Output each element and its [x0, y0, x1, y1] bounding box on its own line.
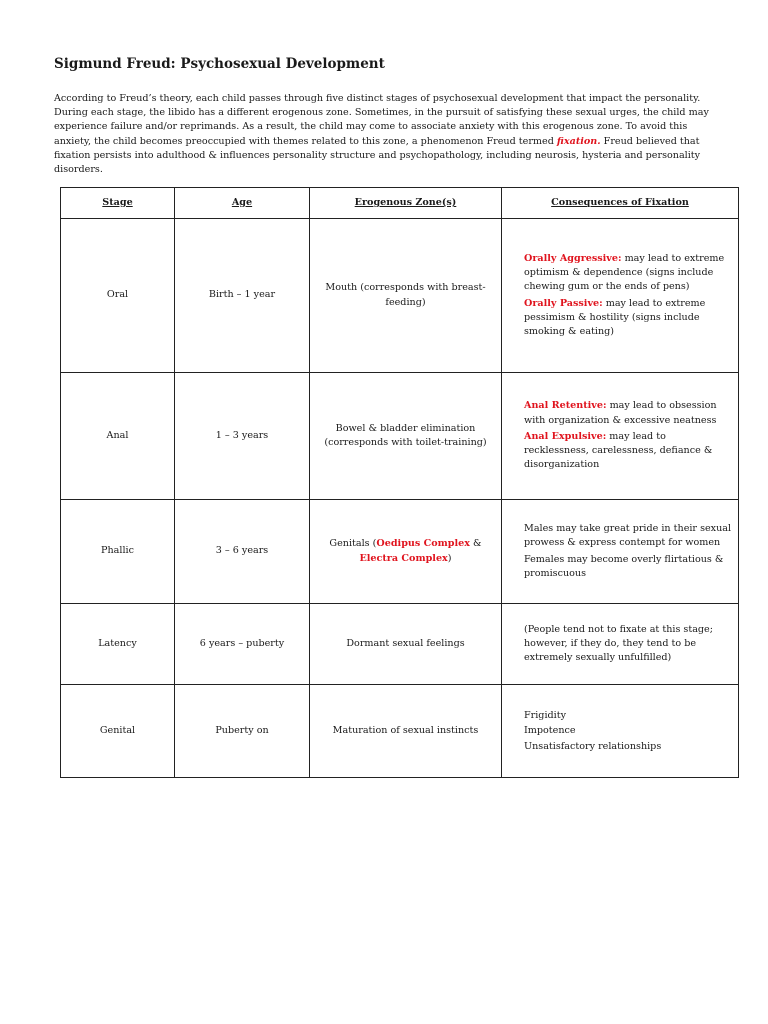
header-age: Age: [175, 188, 310, 219]
consequences-cell: [502, 373, 739, 500]
age-cell: 6 years – puberty: [175, 604, 310, 685]
table-header-row: [61, 188, 739, 219]
zone-cell: Bowel & bladder elimination (corresponds with toilet-training): [310, 373, 502, 500]
page-title: Sigmund Freud: Psychosexual Development: [54, 56, 385, 72]
zone-text: Genitals (: [329, 538, 377, 550]
fixation-description: may lead to obsession with organization & excessive neatness: [524, 400, 717, 426]
intro-text-before: According to Freud’s theory, each child passes through five distinct stages of psychosexual development that impact the personality. During each stage, the libido has a different erogenous zone. Sometimes, in the pursuit of satisfying these sexual urges, the child may experience failure and/or reprimands. As a result, the child may come to associate anxiety with this erogenous zone. To avoid this anxiety, the child becomes preoccupied with themes related to this zone, a phenomenon Freud termed: [54, 93, 709, 147]
stage-cell: Latency: [61, 604, 175, 685]
zone-text: &: [469, 538, 482, 550]
consequence-item: [524, 430, 732, 473]
consequence-item: Males may take great pride in their sexual prowess & express contempt for women: [524, 523, 732, 549]
consequence-item: [524, 252, 732, 295]
fixation-description: may lead to extreme optimism & dependence (signs include chewing gum or the ends of pens): [524, 252, 725, 293]
consequences-cell: [502, 219, 739, 373]
table-row-genital: [61, 685, 739, 778]
consequence-item: Frigidity: [524, 709, 567, 721]
zone-cell: Dormant sexual feelings: [310, 604, 502, 685]
header-consequences: Consequences of Fixation: [502, 188, 739, 219]
age-cell: 3 – 6 years: [175, 500, 310, 604]
table-row-latency: [61, 604, 739, 685]
oedipus-complex-label: Oedipus Complex: [376, 538, 470, 550]
intro-term-fixation: fixation.: [556, 135, 601, 147]
consequences-cell: (People tend not to fixate at this stage; however, if they do, they tend to be extremely sexually unfulfilled): [502, 604, 739, 685]
header-erogenous-zones: Erogenous Zone(s): [310, 188, 502, 219]
stage-cell: Genital: [61, 685, 175, 778]
stages-table: [60, 187, 739, 778]
consequence-item: [524, 399, 732, 427]
zone-text: ): [447, 552, 452, 564]
fixation-description: may lead to extreme pessimism & hostility (signs include smoking & eating): [524, 297, 706, 337]
consequences-cell: [502, 500, 739, 604]
fixation-type-label: Orally Passive:: [524, 297, 603, 309]
consequence-item: Impotence: [524, 725, 576, 737]
age-cell: 1 – 3 years: [175, 373, 310, 500]
stage-cell: Oral: [61, 219, 175, 373]
fixation-type-label: Anal Expulsive:: [524, 430, 607, 442]
consequences-cell: [502, 685, 739, 778]
table-row-oral: [61, 219, 739, 373]
table-row-anal: [61, 373, 739, 500]
zone-cell: [310, 500, 502, 604]
consequence-item: [524, 297, 732, 340]
age-cell: Puberty on: [175, 685, 310, 778]
consequence-item: Females may become overly flirtatious & promiscuous: [524, 553, 724, 579]
intro-paragraph: [54, 92, 714, 177]
zone-cell: Mouth (corresponds with breast-feeding): [310, 219, 502, 373]
fixation-type-label: Anal Retentive:: [524, 400, 607, 412]
stage-cell: Anal: [61, 373, 175, 500]
zone-cell: Maturation of sexual instincts: [310, 685, 502, 778]
electra-complex-label: Electra Complex: [359, 552, 448, 564]
intro-text-after: Freud believed that fixation persists into adulthood & influences personality structure and psychopathology, including neurosis, hysteria and personality disorders.: [54, 135, 701, 176]
header-stage: Stage: [61, 188, 175, 219]
age-cell: Birth – 1 year: [175, 219, 310, 373]
table-row-phallic: [61, 500, 739, 604]
fixation-type-label: Orally Aggressive:: [524, 252, 622, 264]
consequence-item: Unsatisfactory relationships: [524, 740, 662, 752]
stage-cell: Phallic: [61, 500, 175, 604]
fixation-description: may lead to recklessness, carelessness, defiance & disorganization: [524, 430, 713, 471]
